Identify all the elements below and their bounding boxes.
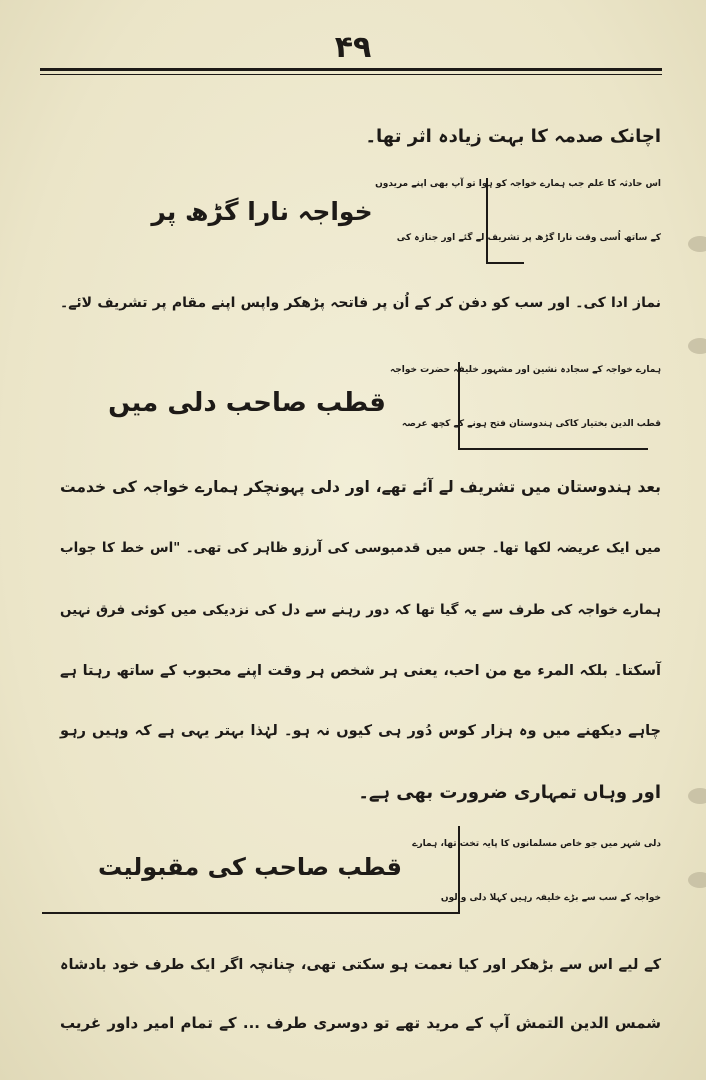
text-line: ہمارے خواجہ کے سجادہ نشین اور مشہور خلیفہ حضرت خواجہ — [390, 365, 661, 375]
heading-bracket — [486, 178, 488, 263]
binding-hole — [688, 788, 706, 804]
binding-hole — [688, 236, 706, 252]
text-line: اس حادثہ کا علم جب ہمارے خواجہ کو ہوا تو آپ بھی اپنے مریدوں — [375, 179, 661, 189]
text-line: اور وہاں تمہاری ضرورت بھی ہے۔ — [358, 782, 661, 803]
text-line: ہمارے خواجہ کی طرف سے یہ گیا تھا کہ دور رہنے سے دل کی نزدیکی میں کوئی فرق نہیں — [60, 602, 661, 618]
binding-hole — [688, 338, 706, 354]
page-number: ۴۹ — [334, 30, 372, 65]
text-line: خواجہ کے سب سے بڑے خلیفہ رہیں کہلا دلی والوں — [440, 893, 661, 903]
header-rule-thin — [40, 74, 662, 75]
header-rule — [40, 68, 662, 71]
section-heading: قطب صاحب کی مقبولیت — [98, 853, 402, 882]
text-line: دلی شہر میں جو خاص مسلمانوں کا پایہ تخت تھا، ہمارے — [412, 839, 661, 849]
heading-bracket — [458, 448, 648, 450]
section-heading: قطب صاحب دلی میں — [108, 388, 386, 419]
text-line: چاہے دیکھنے میں وہ ہزار کوس دُور ہی کیوں نہ ہو۔ لہٰذا بہتر یہی ہے کہ وہیں رہو — [60, 723, 661, 739]
section-heading: خواجہ نارا گڑھ پر — [151, 196, 373, 226]
text-line: کے لیے اس سے بڑھکر اور کیا نعمت ہو سکتی تھی، چنانچہ اگر ایک طرف خود بادشاہ — [60, 957, 661, 973]
binding-hole — [688, 872, 706, 888]
heading-bracket — [42, 912, 460, 914]
text-line: قطب الدین بختیار کاکی ہندوستان فتح ہونے کے کچھ عرصہ — [401, 419, 661, 429]
heading-bracket — [486, 262, 524, 264]
text-line: بعد ہندوستان میں تشریف لے آئے تھے، اور دلی پہونچکر ہمارے خواجہ کی خدمت — [60, 478, 661, 496]
text-line: اچانک صدمہ کا بہت زیادہ اثر تھا۔ — [365, 126, 661, 147]
text-line: کے ساتھ اُسی وقت نارا گڑھ پر تشریف لے گئے اور جنازہ کی — [396, 233, 661, 243]
heading-bracket — [458, 362, 460, 450]
text-line: شمس الدین التمش آپ کے مرید تھے تو دوسری طرف ... کے تمام امیر داور غریب — [60, 1014, 661, 1032]
text-line: نماز ادا کی۔ اور سب کو دفن کر کے اُن پر فاتحہ پڑھکر واپس اپنے مقام پر تشریف لائے۔ — [60, 295, 661, 311]
text-line: آسکتا۔ بلکہ المرء مع من احب، یعنی ہر شخص ہر وقت اپنے محبوب کے ساتھ رہتا ہے — [60, 663, 661, 679]
text-line: میں ایک عریضہ لکھا تھا۔ جس میں قدمبوسی کی آرزو ظاہر کی تھی۔ "اس خط کا جواب — [60, 540, 661, 556]
